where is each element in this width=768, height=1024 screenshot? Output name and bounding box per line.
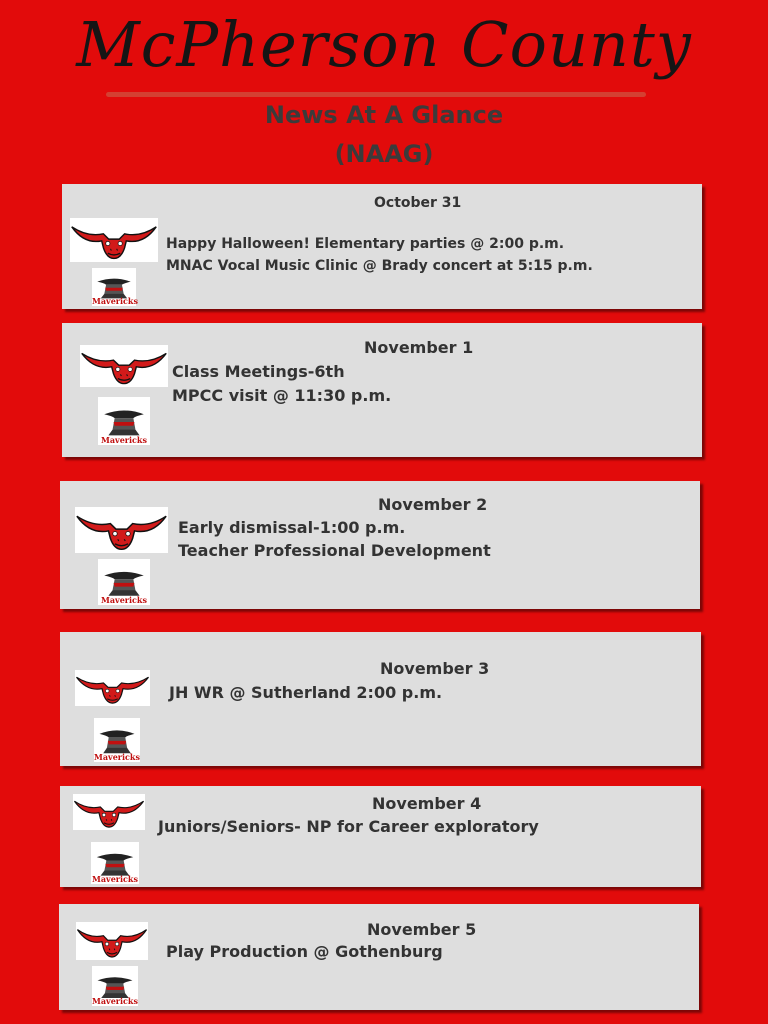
mavericks-wordmark: Mavericks xyxy=(92,874,138,884)
event-line: Teacher Professional Development xyxy=(178,541,491,560)
event-line: Class Meetings-6th xyxy=(172,362,345,381)
mavericks-wordmark: Mavericks xyxy=(92,996,138,1006)
mavericks-logo-icon xyxy=(94,718,140,762)
bull-logo-icon xyxy=(73,794,145,830)
mavericks-wordmark: Mavericks xyxy=(92,296,138,306)
event-card xyxy=(62,184,702,309)
bull-head-icon xyxy=(75,507,168,553)
event-line: MNAC Vocal Music Clinic @ Brady concert at 5:15 p.m. xyxy=(166,258,593,274)
bull-head-icon xyxy=(76,922,148,960)
bull-logo-icon xyxy=(76,922,148,960)
mavericks-logo-icon xyxy=(92,966,138,1006)
event-date: November 5 xyxy=(367,920,477,939)
event-line: Juniors/Seniors- NP for Career exploratory xyxy=(158,817,539,836)
bull-logo-icon xyxy=(75,507,168,553)
event-date: November 1 xyxy=(364,338,474,357)
mavericks-logo-icon xyxy=(92,268,136,306)
event-date: November 3 xyxy=(380,659,490,678)
page-subtitle-abbreviation: (NAAG) xyxy=(334,140,434,168)
event-line: Early dismissal-1:00 p.m. xyxy=(178,518,406,537)
event-line: MPCC visit @ 11:30 p.m. xyxy=(172,386,392,405)
mavericks-logo-icon xyxy=(98,559,150,605)
mavericks-logo-icon xyxy=(98,397,150,445)
bull-head-icon xyxy=(70,218,158,262)
bull-logo-icon xyxy=(75,670,150,706)
bull-head-icon xyxy=(75,670,150,706)
bull-logo-icon xyxy=(70,218,158,262)
event-card xyxy=(60,481,700,609)
event-line: Play Production @ Gothenburg xyxy=(166,942,443,961)
event-line: JH WR @ Sutherland 2:00 p.m. xyxy=(169,683,443,702)
event-line: Happy Halloween! Elementary parties @ 2:00 p.m. xyxy=(166,236,565,252)
bull-logo-icon xyxy=(80,345,168,387)
event-card xyxy=(60,632,701,766)
event-card xyxy=(59,904,699,1010)
bull-head-icon xyxy=(73,794,145,830)
event-card xyxy=(62,323,702,457)
bull-head-icon xyxy=(80,345,168,387)
event-date: October 31 xyxy=(374,195,462,211)
event-date: November 4 xyxy=(372,794,482,813)
mavericks-wordmark: Mavericks xyxy=(101,595,147,605)
header xyxy=(0,0,768,180)
mavericks-wordmark: Mavericks xyxy=(101,435,147,445)
title-underline xyxy=(106,92,646,97)
page-subtitle: News At A Glance xyxy=(264,101,504,129)
page-title: McPherson County xyxy=(76,8,692,81)
event-card xyxy=(60,786,701,887)
mavericks-logo-icon xyxy=(91,842,139,884)
mavericks-wordmark: Mavericks xyxy=(94,752,140,762)
event-date: November 2 xyxy=(378,495,488,514)
